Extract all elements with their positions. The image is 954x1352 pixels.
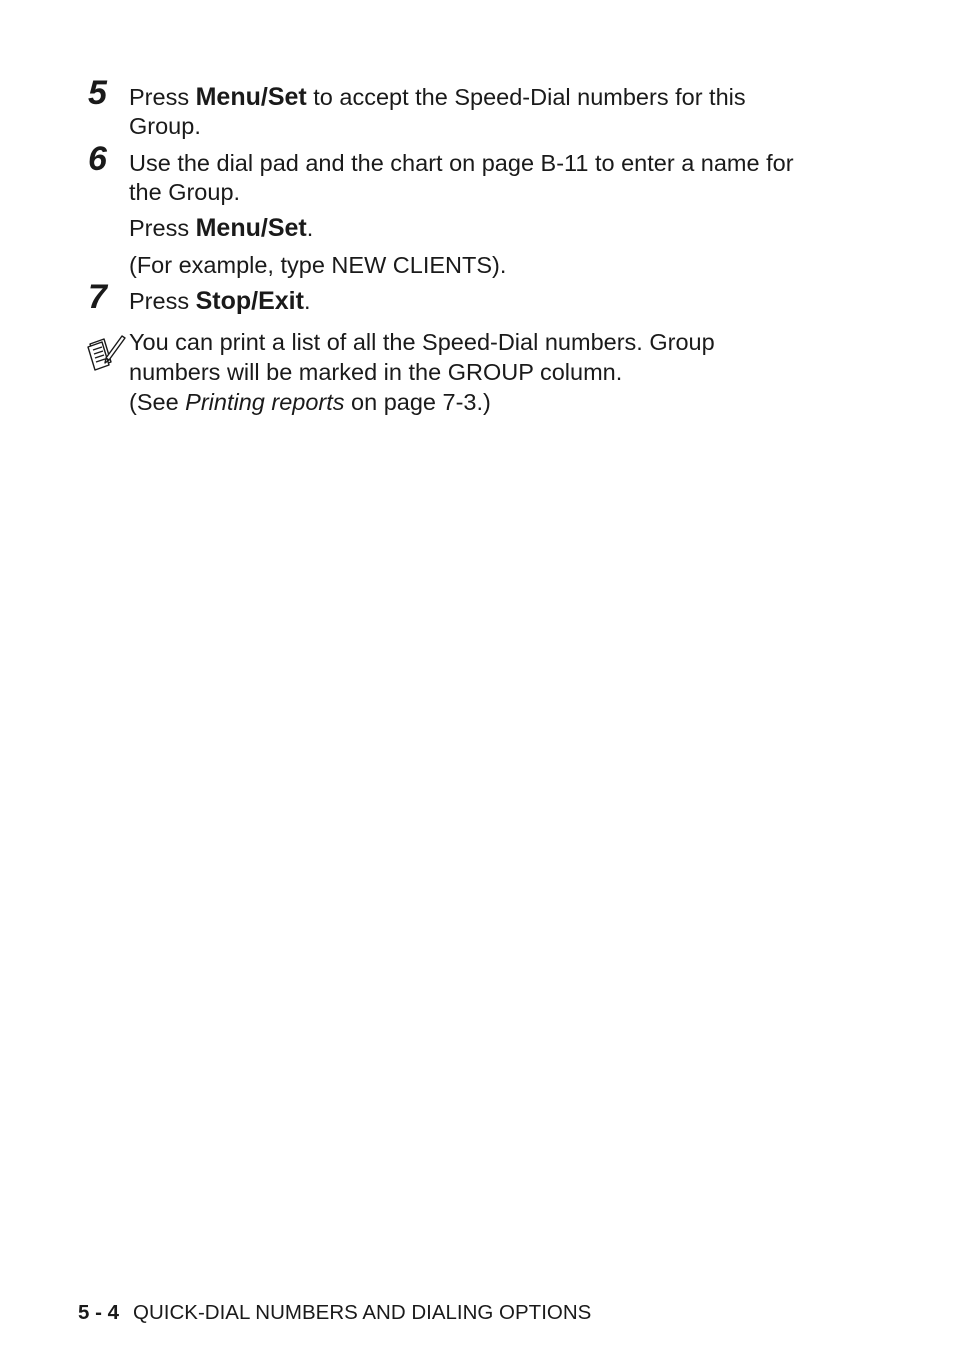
menu-set-key: Menu/Set	[195, 214, 307, 242]
step-6-line-4: (For example, type NEW CLIENTS).	[129, 252, 507, 278]
note-see: (See	[129, 389, 186, 415]
step-7-period: .	[303, 288, 311, 314]
note-line-2: numbers will be marked in the GROUP column.	[129, 359, 623, 385]
step-6-press: Press	[129, 215, 196, 241]
step-5-rest: to accept the Speed-Dial numbers for this	[306, 84, 746, 110]
step-7-line-1	[129, 287, 310, 316]
step-6-period: .	[306, 215, 314, 241]
note-line-3	[129, 388, 491, 417]
step-5-line-2: Group.	[129, 113, 201, 139]
note-page-ref: on page 7-3.)	[344, 389, 491, 415]
step-5-press: Press	[129, 84, 196, 110]
note-line-1: You can print a list of all the Speed-Dial numbers. Group	[129, 329, 715, 355]
step-6-line-3	[129, 214, 313, 243]
step-number-6: 6	[88, 140, 107, 178]
step-6-line-1: Use the dial pad and the chart on page B-11 to enter a name for	[129, 150, 794, 176]
step-number-5: 5	[88, 74, 107, 112]
printing-reports-reference: Printing reports	[185, 389, 345, 415]
page-footer	[78, 1300, 591, 1326]
page-number: 5 - 4	[78, 1301, 120, 1324]
note-pencil-icon	[84, 332, 126, 374]
stop-exit-key: Stop/Exit	[195, 287, 304, 315]
menu-set-key: Menu/Set	[195, 83, 307, 111]
step-7-press: Press	[129, 288, 196, 314]
step-5-line-1	[129, 83, 746, 112]
section-title: QUICK-DIAL NUMBERS AND DIALING OPTIONS	[133, 1301, 592, 1324]
step-number-7: 7	[88, 278, 107, 316]
step-6-line-2: the Group.	[129, 179, 241, 205]
